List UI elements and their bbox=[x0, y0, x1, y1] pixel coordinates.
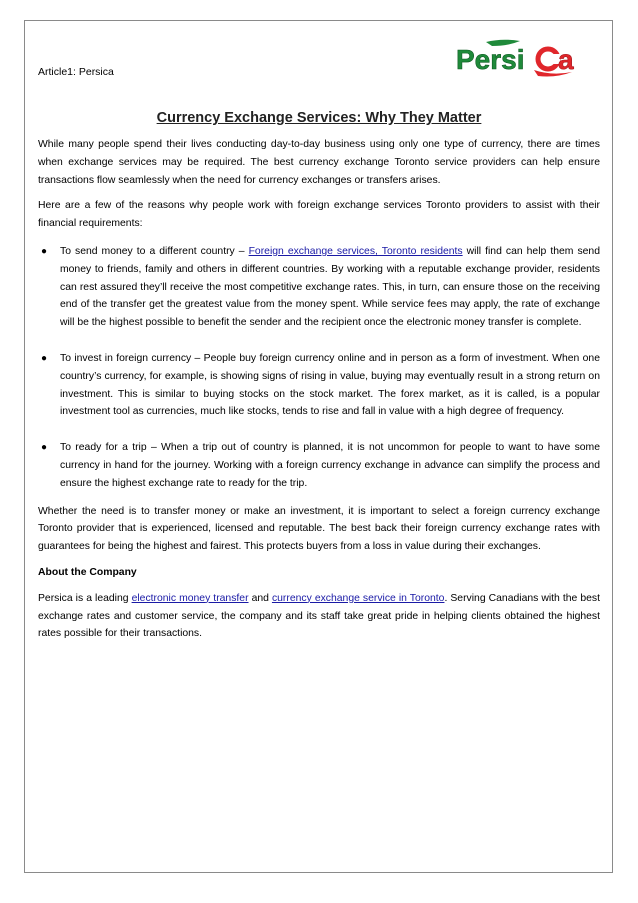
electronic-money-transfer-link[interactable]: electronic money transfer bbox=[131, 592, 249, 604]
bullet-icon: ● bbox=[41, 245, 48, 257]
bullet-icon: ● bbox=[41, 352, 48, 364]
about-heading: About the Company bbox=[38, 566, 137, 578]
reasons-list bbox=[38, 243, 600, 493]
svg-text:a: a bbox=[558, 44, 574, 75]
list-item: ● To ready for a trip – When a trip out of country is planned, it is not uncommon for people to want to have some currency in hand for the journey. Working with a foreign currency exchange in advance can simplify the process and ensure the highest exchange rate to ready for the trip. bbox=[38, 439, 600, 492]
list-item: ● To invest in foreign currency – People buy foreign currency online and in person as a form of investment. When one country’s currency, for example, is showing signs of rising in value, buying may eventually result in a strong return on investment. This is similar to buying stocks on the stock market. The forex market, as it is called, is a popular investment tool as currencies, much like stocks, tends to rise and fall in value with a high degree of frequency. bbox=[38, 350, 600, 421]
lead-paragraph: Here are a few of the reasons why people work with foreign exchange services Toronto providers to assist with their financial requirements: bbox=[38, 200, 600, 230]
article-title: Currency Exchange Services: Why They Matter bbox=[156, 110, 482, 126]
svg-text:Persi: Persi bbox=[456, 44, 525, 75]
article-label: Article1: Persica bbox=[38, 66, 114, 78]
list-item: ● To send money to a different country – Foreign exchange services, Toronto residents will find can help them send money to friends, family and others in different countries. By working with a reputable exchange provider, residents can rest assured they’ll receive the most competitive exchange rates. This, in turn, can ensure those on the receiving end of the transfer get the greatest value from the money spent. While service fees may apply, the rate of exchange will be the highest possible to benefit the sender and the recipient once the electronic money transfer is complete. bbox=[38, 243, 600, 332]
bullet-icon: ● bbox=[41, 442, 48, 454]
persica-logo bbox=[452, 36, 600, 80]
conclusion-paragraph: Whether the need is to transfer money or make an investment, it is important to select a foreign currency exchange Toronto provider that is experienced, licensed and reputable. The best back their foreign currency exchange rates with guarantees for being the highest and fairest. This protects buyers from a loss in value during their exchanges. bbox=[38, 505, 600, 553]
intro-paragraph: While many people spend their lives conducting day-to-day business using only one type of currency, there are times when exchange services may be required. The best currency exchange Toronto service providers can help ensure transactions flow seamlessly when the need for currency exchanges or transfers arises. bbox=[38, 139, 600, 186]
foreign-exchange-link[interactable]: Foreign exchange services, Toronto residents bbox=[248, 245, 463, 257]
about-paragraph: Persica is a leading electronic money transfer and currency exchange service in Toronto. Serving Canadians with the best exchange rates and customer service, the company and its staff take great pride in helping clients obtained the highest rates possible for their transactions. bbox=[38, 592, 600, 640]
article-body bbox=[38, 136, 600, 651]
currency-exchange-toronto-link[interactable]: currency exchange service in Toronto bbox=[271, 592, 445, 604]
